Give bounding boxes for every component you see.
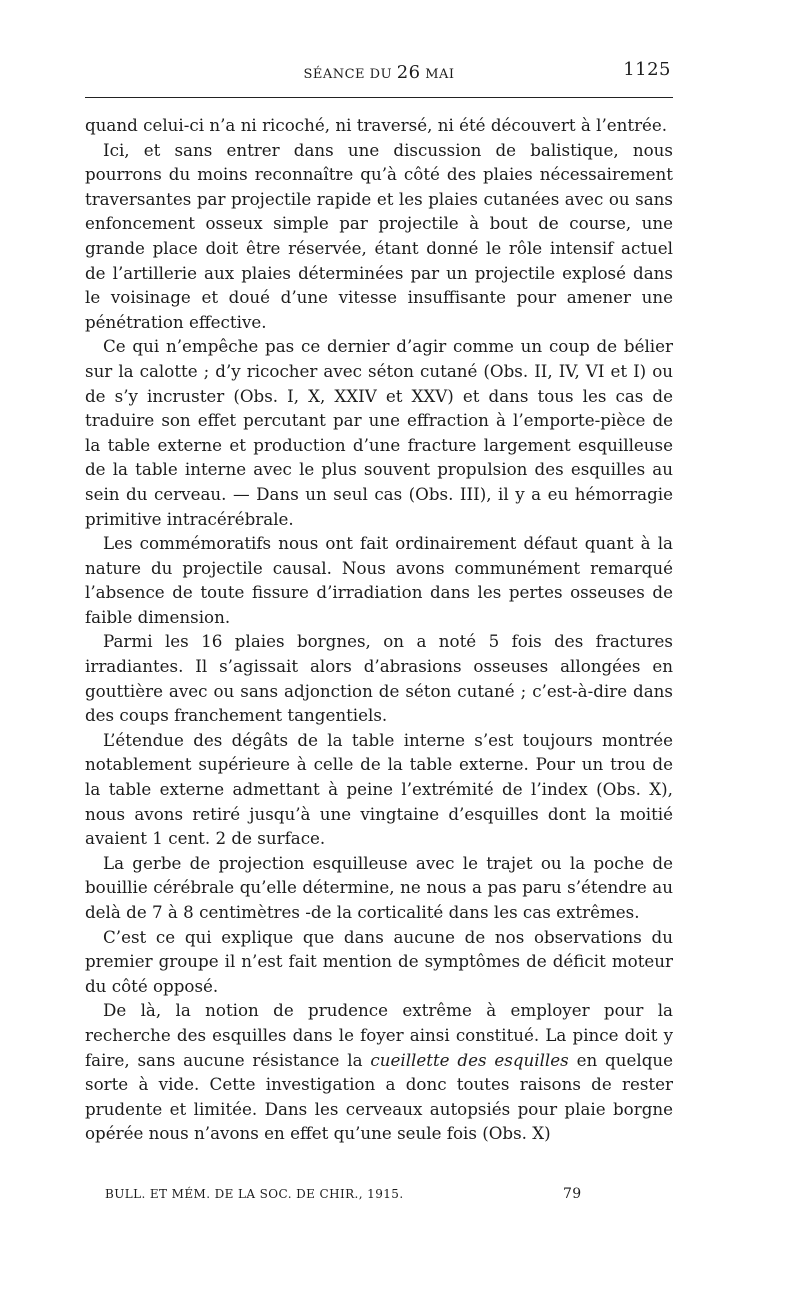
paragraph-9	[85, 998, 673, 1146]
body-text	[85, 113, 673, 1146]
header-rule	[85, 97, 673, 98]
footer-journal: BULL. ET MÉM. DE LA SOC. DE CHIR., 1915.	[105, 1187, 404, 1201]
paragraph-6: L’étendue des dégâts de la table interne s’est toujours montrée notablement supérieure à celle de la table externe. Pour un trou de la table externe admettant à peine l’extrémité de l’index (Obs. X), nous avons retiré jusqu’à une vingtaine d’esquilles dont la moitié avaient 1 cent. 2 de surface.	[85, 729, 673, 849]
page-number: 1125	[623, 59, 671, 80]
paragraph-9-part-b: en quelque sorte à vide. Cette investigation a donc toutes raisons de rester prudente et limitée. Dans les cerveaux autopsiés pour plaie borgne opérée nous n’avons en effet qu’une seule fois (Obs. X)	[85, 1049, 673, 1144]
header-title	[85, 62, 673, 83]
paragraph-1: quand celui-ci n’a ni ricoché, ni traversé, ni été découvert à l’entrée.	[85, 115, 668, 135]
paragraph-9-part-a: De là, la notion de prudence extrême à employer pour la recherche des esquilles dans le foyer ainsi constitué. La pince doit y faire, sans aucune résistance la	[85, 1000, 673, 1070]
header-title-post: MAI	[420, 67, 455, 82]
header-title-pre: SÉANCE DU	[303, 67, 397, 82]
paragraph-7: La gerbe de projection esquilleuse avec le trajet ou la poche de bouillie cérébrale qu’elle détermine, ne nous a pas paru s’étendre au delà de 7 à 8 centimètres -de la corticalité dans les cas extrêmes.	[85, 852, 673, 922]
paragraph-9-italic: cueillette des esquilles	[370, 1049, 569, 1070]
header-title-day: 26	[396, 62, 421, 83]
paragraph-5: Parmi les 16 plaies borgnes, on a noté 5 fois des fractures irradiantes. Il s’agissait alors d’abrasions osseuses allongées en gouttière avec ou sans adjonction de séton cutané ; c’est-à-dire dans des coups franchement tangentiels.	[85, 631, 673, 726]
paragraph-2: Ici, et sans entrer dans une discussion de balistique, nous pourrons du moins reconnaître qu’à côté des plaies nécessairement traversantes par projectile rapide et les plaies cutanées avec ou sans enfoncement osseux simple par projectile à bout de course, une grande place doit être réservée, étant donné le rôle intensif actuel de l’artillerie aux plaies déterminées par un projectile explosé dans le voisinage et doué d’une vitesse insuffisante pour amener une pénétration effective.	[85, 139, 673, 332]
paragraph-4: Les commémoratifs nous ont fait ordinairement défaut quant à la nature du projectile causal. Nous avons communément remarqué l’absence de toute fissure d’irradiation dans les pertes osseuses de faible dimension.	[85, 533, 673, 627]
paragraph-3: Ce qui n’empêche pas ce dernier d’agir comme un coup de bélier sur la calotte ; d’y ricocher avec séton cutané (Obs. II, IV, VI et I) ou de s’y incruster (Obs. I, X, XXIV et XXV) et dans tous les cas de traduire son effet percutant par une effraction à l’emporte-pièce de la table externe et production d’une fracture largement esquilleuse de la table interne avec le plus souvent propulsion des esquilles au sein du cerveau. — Dans un seul cas (Obs. III), il y a eu hémorragie primitive intracérébrale.	[85, 336, 673, 529]
footer-signature: 79	[563, 1186, 582, 1202]
running-header	[85, 59, 673, 84]
paragraph-8: C’est ce qui explique que dans aucune de nos observations du premier groupe il n’est fait mention de symptômes de déficit moteur du côté opposé.	[85, 926, 673, 996]
